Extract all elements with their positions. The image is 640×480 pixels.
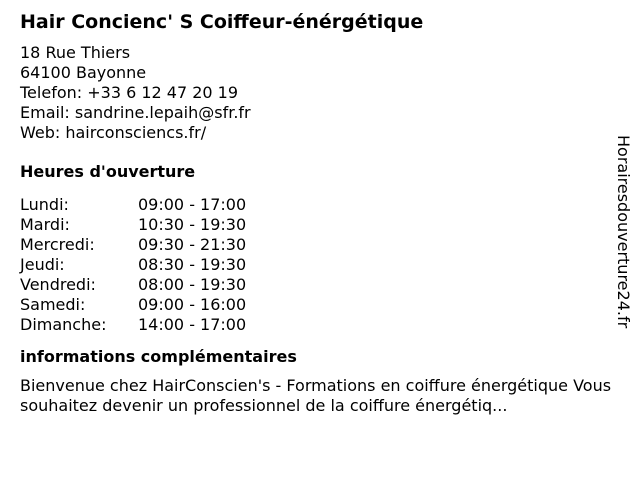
hours-row-tuesday: [20, 215, 610, 235]
city-postal: 64100 Bayonne: [20, 63, 147, 82]
time-range: 08:30 - 19:30: [138, 255, 247, 274]
hours-row-sunday: [20, 315, 610, 335]
time-range: 14:00 - 17:00: [138, 315, 247, 334]
business-name: Hair Concienc' S Coiffeur-énérgétique: [20, 11, 424, 33]
day-label: Jeudi:: [20, 255, 65, 274]
time-range: 09:30 - 21:30: [138, 235, 247, 254]
time-range: 09:00 - 17:00: [138, 195, 247, 214]
opening-hours-table: [20, 195, 610, 335]
phone-line: Telefon: +33 6 12 47 20 19: [20, 83, 239, 102]
hours-row-thursday: [20, 255, 610, 275]
site-watermark: Horairesdouverture24.fr: [614, 135, 633, 329]
website-line: Web: hairconsciencs.fr/: [20, 123, 207, 142]
street-address: 18 Rue Thiers: [20, 43, 131, 62]
business-card: [20, 10, 610, 416]
day-label: Lundi:: [20, 195, 69, 214]
additional-info-heading: informations complémentaires: [20, 347, 297, 366]
time-range: 09:00 - 16:00: [138, 295, 247, 314]
day-label: Samedi:: [20, 295, 86, 314]
email-line: Email: sandrine.lepaih@sfr.fr: [20, 103, 251, 122]
hours-row-saturday: [20, 295, 610, 315]
business-description: Bienvenue chez HairConscien's - Formations en coiffure énergétique Vous souhaitez devenir un professionnel de la coiffure énergétiq...: [20, 376, 612, 415]
day-label: Mardi:: [20, 215, 70, 234]
day-label: Vendredi:: [20, 275, 96, 294]
time-range: 10:30 - 19:30: [138, 215, 247, 234]
day-label: Dimanche:: [20, 315, 107, 334]
hours-row-friday: [20, 275, 610, 295]
day-label: Mercredi:: [20, 235, 95, 254]
time-range: 08:00 - 19:30: [138, 275, 247, 294]
hours-row-wednesday: [20, 235, 610, 255]
opening-hours-heading: Heures d'ouverture: [20, 162, 196, 181]
address-block: [20, 43, 610, 143]
hours-row-monday: [20, 195, 610, 215]
